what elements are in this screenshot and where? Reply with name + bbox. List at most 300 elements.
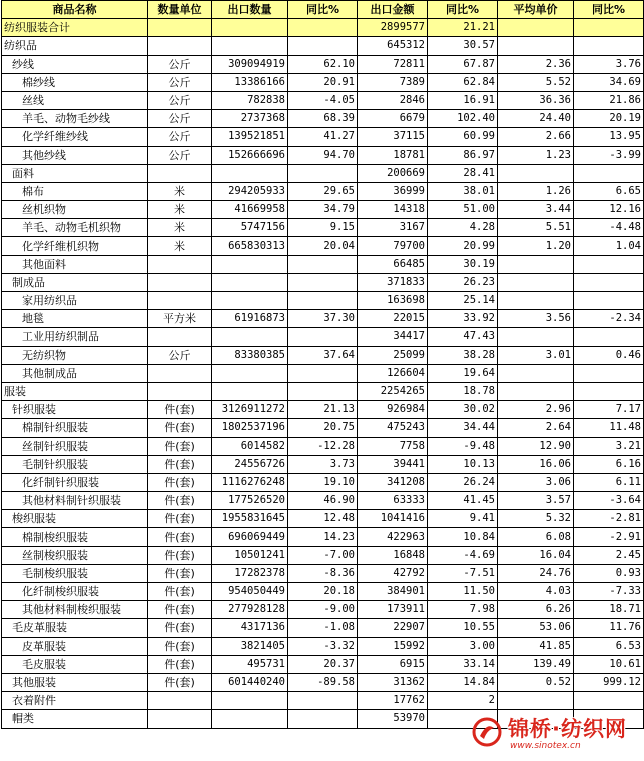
- cell-export-amount: 53970: [358, 710, 428, 728]
- table-row: [2, 128, 644, 146]
- cell-price-yoy: 20.19: [574, 110, 644, 128]
- cell-price-yoy: 999.12: [574, 673, 644, 691]
- cell-quantity-unit: 公斤: [148, 110, 212, 128]
- cell-quantity-yoy: 68.39: [288, 110, 358, 128]
- cell-amount-yoy: 33.92: [428, 310, 498, 328]
- cell-export-quantity: 3821405: [212, 637, 288, 655]
- cell-quantity-yoy: 37.64: [288, 346, 358, 364]
- cell-amount-yoy: 33.14: [428, 655, 498, 673]
- cell-average-price: 6.08: [498, 528, 574, 546]
- cell-price-yoy: -4.48: [574, 219, 644, 237]
- cell-quantity-unit: 件(套): [148, 655, 212, 673]
- cell-quantity-yoy: -1.08: [288, 619, 358, 637]
- cell-amount-yoy: -7.51: [428, 564, 498, 582]
- cell-quantity-unit: [148, 164, 212, 182]
- cell-export-quantity: 83380385: [212, 346, 288, 364]
- cell-export-quantity: 24556726: [212, 455, 288, 473]
- cell-product-name: 化纤制梭织服装: [2, 583, 148, 601]
- cell-quantity-yoy: 20.91: [288, 73, 358, 91]
- cell-amount-yoy: 19.64: [428, 364, 498, 382]
- cell-price-yoy: 10.61: [574, 655, 644, 673]
- cell-product-name: 丝机织物: [2, 201, 148, 219]
- cell-quantity-yoy: 20.75: [288, 419, 358, 437]
- cell-product-name: 地毯: [2, 310, 148, 328]
- cell-export-amount: 926984: [358, 401, 428, 419]
- cell-export-amount: 475243: [358, 419, 428, 437]
- cell-quantity-yoy: -12.28: [288, 437, 358, 455]
- cell-amount-yoy: 25.14: [428, 292, 498, 310]
- cell-product-name: 纺织品: [2, 37, 148, 55]
- cell-price-yoy: 0.93: [574, 564, 644, 582]
- cell-price-yoy: 6.65: [574, 182, 644, 200]
- cell-price-yoy: -3.64: [574, 492, 644, 510]
- cell-quantity-yoy: [288, 255, 358, 273]
- cell-product-name: 棉纱线: [2, 73, 148, 91]
- cell-export-quantity: [212, 37, 288, 55]
- cell-amount-yoy: 4.28: [428, 219, 498, 237]
- cell-quantity-unit: 米: [148, 219, 212, 237]
- cell-quantity-unit: [148, 37, 212, 55]
- cell-quantity-yoy: -3.32: [288, 637, 358, 655]
- cell-product-name: 家用纺织品: [2, 292, 148, 310]
- cell-quantity-yoy: 20.37: [288, 655, 358, 673]
- cell-product-name: 丝制针织服装: [2, 437, 148, 455]
- cell-export-amount: 6915: [358, 655, 428, 673]
- cell-product-name: 其他纱线: [2, 146, 148, 164]
- cell-price-yoy: [574, 382, 644, 400]
- cell-export-quantity: 954050449: [212, 583, 288, 601]
- cell-export-quantity: 665830313: [212, 237, 288, 255]
- cell-quantity-yoy: [288, 292, 358, 310]
- cell-product-name: 衣着附件: [2, 692, 148, 710]
- table-row: [2, 673, 644, 691]
- cell-export-amount: 72811: [358, 55, 428, 73]
- header-export-quantity: 出口数量: [212, 1, 288, 19]
- cell-quantity-yoy: 94.70: [288, 146, 358, 164]
- cell-average-price: [498, 273, 574, 291]
- table-body: [2, 19, 644, 728]
- cell-price-yoy: [574, 328, 644, 346]
- cell-price-yoy: -2.81: [574, 510, 644, 528]
- cell-price-yoy: [574, 255, 644, 273]
- cell-amount-yoy: 47.43: [428, 328, 498, 346]
- cell-amount-yoy: 62.84: [428, 73, 498, 91]
- cell-quantity-yoy: 14.23: [288, 528, 358, 546]
- table-row: [2, 455, 644, 473]
- header-amount-yoy: 同比%: [428, 1, 498, 19]
- table-row: [2, 583, 644, 601]
- table-row: [2, 619, 644, 637]
- cell-quantity-yoy: 12.48: [288, 510, 358, 528]
- cell-quantity-yoy: [288, 19, 358, 37]
- cell-product-name: 梭织服装: [2, 510, 148, 528]
- cell-quantity-unit: 米: [148, 182, 212, 200]
- cell-amount-yoy: 10.55: [428, 619, 498, 637]
- table-row: [2, 692, 644, 710]
- cell-average-price: 1.26: [498, 182, 574, 200]
- cell-export-amount: 25099: [358, 346, 428, 364]
- cell-export-amount: 63333: [358, 492, 428, 510]
- cell-export-quantity: [212, 328, 288, 346]
- cell-export-quantity: [212, 292, 288, 310]
- cell-price-yoy: 11.76: [574, 619, 644, 637]
- table-row: [2, 91, 644, 109]
- cell-average-price: 1.20: [498, 237, 574, 255]
- table-row: [2, 437, 644, 455]
- table-row: [2, 292, 644, 310]
- cell-quantity-yoy: [288, 328, 358, 346]
- table-row: [2, 19, 644, 37]
- cell-price-yoy: 6.16: [574, 455, 644, 473]
- cell-export-amount: 341208: [358, 473, 428, 491]
- cell-price-yoy: [574, 273, 644, 291]
- cell-export-quantity: 1955831645: [212, 510, 288, 528]
- cell-average-price: 24.40: [498, 110, 574, 128]
- cell-export-quantity: 309094919: [212, 55, 288, 73]
- header-product-name: 商品名称: [2, 1, 148, 19]
- cell-export-quantity: [212, 164, 288, 182]
- cell-export-quantity: 277928128: [212, 601, 288, 619]
- cell-amount-yoy: 30.57: [428, 37, 498, 55]
- cell-quantity-yoy: -4.05: [288, 91, 358, 109]
- cell-export-amount: 163698: [358, 292, 428, 310]
- cell-product-name: 化学纤维机织物: [2, 237, 148, 255]
- header-average-price: 平均单价: [498, 1, 574, 19]
- cell-price-yoy: 0.46: [574, 346, 644, 364]
- cell-average-price: 3.56: [498, 310, 574, 328]
- cell-average-price: 24.76: [498, 564, 574, 582]
- cell-average-price: [498, 710, 574, 728]
- table-row: [2, 564, 644, 582]
- cell-average-price: 2.36: [498, 55, 574, 73]
- cell-export-quantity: [212, 710, 288, 728]
- cell-amount-yoy: 38.28: [428, 346, 498, 364]
- table-row: [2, 182, 644, 200]
- table-row: [2, 201, 644, 219]
- export-statistics-table: [1, 0, 644, 729]
- cell-export-quantity: 41669958: [212, 201, 288, 219]
- cell-export-amount: 384901: [358, 583, 428, 601]
- cell-product-name: 其他材料制针织服装: [2, 492, 148, 510]
- cell-quantity-unit: 件(套): [148, 546, 212, 564]
- cell-amount-yoy: 34.44: [428, 419, 498, 437]
- cell-amount-yoy: 14.84: [428, 673, 498, 691]
- cell-export-quantity: 1116276248: [212, 473, 288, 491]
- cell-quantity-unit: 件(套): [148, 528, 212, 546]
- cell-product-name: 丝制梭织服装: [2, 546, 148, 564]
- cell-export-quantity: 10501241: [212, 546, 288, 564]
- cell-average-price: [498, 692, 574, 710]
- cell-product-name: 毛皮革服装: [2, 619, 148, 637]
- table-header-row: [2, 1, 644, 19]
- cell-export-quantity: 3126911272: [212, 401, 288, 419]
- cell-quantity-unit: 米: [148, 201, 212, 219]
- cell-average-price: 3.01: [498, 346, 574, 364]
- cell-product-name: 面料: [2, 164, 148, 182]
- cell-export-quantity: 17282378: [212, 564, 288, 582]
- cell-export-quantity: 177526520: [212, 492, 288, 510]
- cell-quantity-unit: 件(套): [148, 583, 212, 601]
- table-row: [2, 310, 644, 328]
- table-row: [2, 73, 644, 91]
- table-row: [2, 419, 644, 437]
- cell-average-price: 16.04: [498, 546, 574, 564]
- cell-quantity-yoy: 9.15: [288, 219, 358, 237]
- cell-export-quantity: 139521851: [212, 128, 288, 146]
- cell-product-name: 针织服装: [2, 401, 148, 419]
- cell-average-price: [498, 164, 574, 182]
- cell-amount-yoy: 86.97: [428, 146, 498, 164]
- cell-quantity-yoy: [288, 164, 358, 182]
- cell-quantity-unit: [148, 19, 212, 37]
- cell-average-price: 5.32: [498, 510, 574, 528]
- cell-export-quantity: 152666696: [212, 146, 288, 164]
- cell-quantity-yoy: 3.73: [288, 455, 358, 473]
- cell-quantity-yoy: -7.00: [288, 546, 358, 564]
- cell-export-quantity: 13386166: [212, 73, 288, 91]
- cell-product-name: 其他制成品: [2, 364, 148, 382]
- table-row: [2, 237, 644, 255]
- cell-amount-yoy: 3.00: [428, 637, 498, 655]
- cell-product-name: 纱线: [2, 55, 148, 73]
- cell-price-yoy: 3.21: [574, 437, 644, 455]
- cell-price-yoy: 6.53: [574, 637, 644, 655]
- cell-amount-yoy: 20.99: [428, 237, 498, 255]
- cell-quantity-yoy: [288, 37, 358, 55]
- cell-product-name: 其他服装: [2, 673, 148, 691]
- cell-price-yoy: 2.45: [574, 546, 644, 564]
- cell-average-price: 3.57: [498, 492, 574, 510]
- cell-product-name: 工业用纺织制品: [2, 328, 148, 346]
- cell-export-amount: 39441: [358, 455, 428, 473]
- cell-quantity-unit: 公斤: [148, 91, 212, 109]
- cell-price-yoy: 7.17: [574, 401, 644, 419]
- watermark-site-url: www.sinotex.cn: [510, 741, 581, 751]
- cell-export-quantity: 2737368: [212, 110, 288, 128]
- cell-product-name: 化学纤维纱线: [2, 128, 148, 146]
- cell-amount-yoy: 38.01: [428, 182, 498, 200]
- cell-quantity-yoy: 41.27: [288, 128, 358, 146]
- cell-amount-yoy: -4.69: [428, 546, 498, 564]
- cell-price-yoy: 18.71: [574, 601, 644, 619]
- cell-average-price: 3.06: [498, 473, 574, 491]
- cell-average-price: 53.06: [498, 619, 574, 637]
- cell-export-amount: 645312: [358, 37, 428, 55]
- cell-average-price: 41.85: [498, 637, 574, 655]
- cell-product-name: 毛制梭织服装: [2, 564, 148, 582]
- cell-product-name: 羊毛、动物毛机织物: [2, 219, 148, 237]
- cell-average-price: 36.36: [498, 91, 574, 109]
- cell-quantity-unit: 平方米: [148, 310, 212, 328]
- cell-price-yoy: [574, 19, 644, 37]
- cell-average-price: [498, 19, 574, 37]
- cell-export-amount: 14318: [358, 201, 428, 219]
- cell-quantity-yoy: 62.10: [288, 55, 358, 73]
- cell-quantity-unit: 件(套): [148, 619, 212, 637]
- cell-price-yoy: 12.16: [574, 201, 644, 219]
- cell-amount-yoy: 21.21: [428, 19, 498, 37]
- cell-price-yoy: 6.11: [574, 473, 644, 491]
- cell-product-name: 服装: [2, 382, 148, 400]
- cell-average-price: 0.52: [498, 673, 574, 691]
- cell-product-name: 皮革服装: [2, 637, 148, 655]
- cell-quantity-unit: 件(套): [148, 564, 212, 582]
- cell-quantity-unit: 公斤: [148, 346, 212, 364]
- cell-amount-yoy: -9.48: [428, 437, 498, 455]
- cell-quantity-yoy: 21.13: [288, 401, 358, 419]
- table-row: [2, 601, 644, 619]
- table-row: [2, 710, 644, 728]
- cell-export-quantity: 5747156: [212, 219, 288, 237]
- cell-quantity-yoy: 46.90: [288, 492, 358, 510]
- cell-quantity-unit: 件(套): [148, 419, 212, 437]
- table-row: [2, 492, 644, 510]
- table-row: [2, 346, 644, 364]
- cell-quantity-yoy: 20.18: [288, 583, 358, 601]
- cell-quantity-yoy: [288, 364, 358, 382]
- cell-product-name: 毛制针织服装: [2, 455, 148, 473]
- cell-quantity-yoy: [288, 710, 358, 728]
- cell-quantity-yoy: [288, 382, 358, 400]
- cell-export-quantity: [212, 382, 288, 400]
- cell-average-price: 4.03: [498, 583, 574, 601]
- cell-amount-yoy: 18.78: [428, 382, 498, 400]
- cell-quantity-yoy: -8.36: [288, 564, 358, 582]
- table-row: [2, 382, 644, 400]
- cell-quantity-yoy: 19.10: [288, 473, 358, 491]
- table-row: [2, 37, 644, 55]
- cell-quantity-unit: 公斤: [148, 55, 212, 73]
- cell-average-price: [498, 328, 574, 346]
- cell-quantity-unit: 件(套): [148, 437, 212, 455]
- cell-export-amount: 173911: [358, 601, 428, 619]
- cell-product-name: 毛皮服装: [2, 655, 148, 673]
- cell-average-price: 12.90: [498, 437, 574, 455]
- cell-average-price: [498, 382, 574, 400]
- cell-quantity-unit: [148, 255, 212, 273]
- cell-quantity-unit: 件(套): [148, 455, 212, 473]
- table-row: [2, 655, 644, 673]
- cell-product-name: 其他面料: [2, 255, 148, 273]
- cell-price-yoy: 1.04: [574, 237, 644, 255]
- cell-export-amount: 3167: [358, 219, 428, 237]
- table-row: [2, 364, 644, 382]
- cell-product-name: 棉布: [2, 182, 148, 200]
- cell-price-yoy: 34.69: [574, 73, 644, 91]
- cell-amount-yoy: 10.13: [428, 455, 498, 473]
- table-row: [2, 401, 644, 419]
- cell-export-amount: 2846: [358, 91, 428, 109]
- cell-export-quantity: 782838: [212, 91, 288, 109]
- cell-amount-yoy: 26.23: [428, 273, 498, 291]
- cell-product-name: 无纺织物: [2, 346, 148, 364]
- cell-average-price: [498, 37, 574, 55]
- table-row: [2, 637, 644, 655]
- cell-average-price: 2.64: [498, 419, 574, 437]
- cell-average-price: 3.44: [498, 201, 574, 219]
- cell-export-amount: 36999: [358, 182, 428, 200]
- header-export-amount: 出口金额: [358, 1, 428, 19]
- table-row: [2, 546, 644, 564]
- cell-quantity-yoy: 34.79: [288, 201, 358, 219]
- cell-price-yoy: [574, 710, 644, 728]
- cell-average-price: 1.23: [498, 146, 574, 164]
- header-quantity-yoy: 同比%: [288, 1, 358, 19]
- cell-product-name: 丝线: [2, 91, 148, 109]
- table-row: [2, 164, 644, 182]
- cell-export-quantity: [212, 19, 288, 37]
- cell-average-price: 16.06: [498, 455, 574, 473]
- cell-average-price: 139.49: [498, 655, 574, 673]
- cell-quantity-unit: [148, 382, 212, 400]
- cell-product-name: 纺织服装合计: [2, 19, 148, 37]
- cell-price-yoy: [574, 364, 644, 382]
- cell-price-yoy: [574, 292, 644, 310]
- cell-export-quantity: 1802537196: [212, 419, 288, 437]
- cell-amount-yoy: 7.98: [428, 601, 498, 619]
- cell-quantity-yoy: 20.04: [288, 237, 358, 255]
- cell-export-amount: 1041416: [358, 510, 428, 528]
- cell-quantity-yoy: -9.00: [288, 601, 358, 619]
- cell-quantity-unit: 件(套): [148, 673, 212, 691]
- table-row: [2, 510, 644, 528]
- cell-export-quantity: [212, 364, 288, 382]
- cell-quantity-yoy: 37.30: [288, 310, 358, 328]
- cell-export-amount: 6679: [358, 110, 428, 128]
- cell-export-amount: 31362: [358, 673, 428, 691]
- cell-quantity-unit: [148, 292, 212, 310]
- cell-export-amount: 37115: [358, 128, 428, 146]
- cell-quantity-unit: [148, 328, 212, 346]
- cell-export-amount: 66485: [358, 255, 428, 273]
- cell-quantity-yoy: -89.58: [288, 673, 358, 691]
- table-row: [2, 328, 644, 346]
- cell-product-name: 化纤制针织服装: [2, 473, 148, 491]
- cell-product-name: 其他材料制梭织服装: [2, 601, 148, 619]
- cell-quantity-unit: 件(套): [148, 492, 212, 510]
- cell-export-amount: 22907: [358, 619, 428, 637]
- cell-amount-yoy: 28.41: [428, 164, 498, 182]
- cell-average-price: 6.26: [498, 601, 574, 619]
- cell-amount-yoy: 26.24: [428, 473, 498, 491]
- cell-amount-yoy: 10.84: [428, 528, 498, 546]
- cell-average-price: [498, 255, 574, 273]
- cell-amount-yoy: 60.99: [428, 128, 498, 146]
- cell-export-amount: 22015: [358, 310, 428, 328]
- cell-export-amount: 18781: [358, 146, 428, 164]
- table-row: [2, 55, 644, 73]
- cell-quantity-unit: 件(套): [148, 637, 212, 655]
- cell-amount-yoy: 16.91: [428, 91, 498, 109]
- cell-export-amount: 34417: [358, 328, 428, 346]
- cell-product-name: 制成品: [2, 273, 148, 291]
- cell-export-quantity: 61916873: [212, 310, 288, 328]
- table-row: [2, 473, 644, 491]
- cell-export-quantity: 495731: [212, 655, 288, 673]
- table-row: [2, 146, 644, 164]
- cell-amount-yoy: 102.40: [428, 110, 498, 128]
- cell-price-yoy: -2.34: [574, 310, 644, 328]
- cell-export-amount: 7389: [358, 73, 428, 91]
- cell-product-name: 帽类: [2, 710, 148, 728]
- cell-export-quantity: 601440240: [212, 673, 288, 691]
- cell-quantity-yoy: [288, 273, 358, 291]
- cell-price-yoy: [574, 692, 644, 710]
- cell-amount-yoy: 30.19: [428, 255, 498, 273]
- cell-export-amount: 15992: [358, 637, 428, 655]
- table-row: [2, 255, 644, 273]
- cell-amount-yoy: 9.41: [428, 510, 498, 528]
